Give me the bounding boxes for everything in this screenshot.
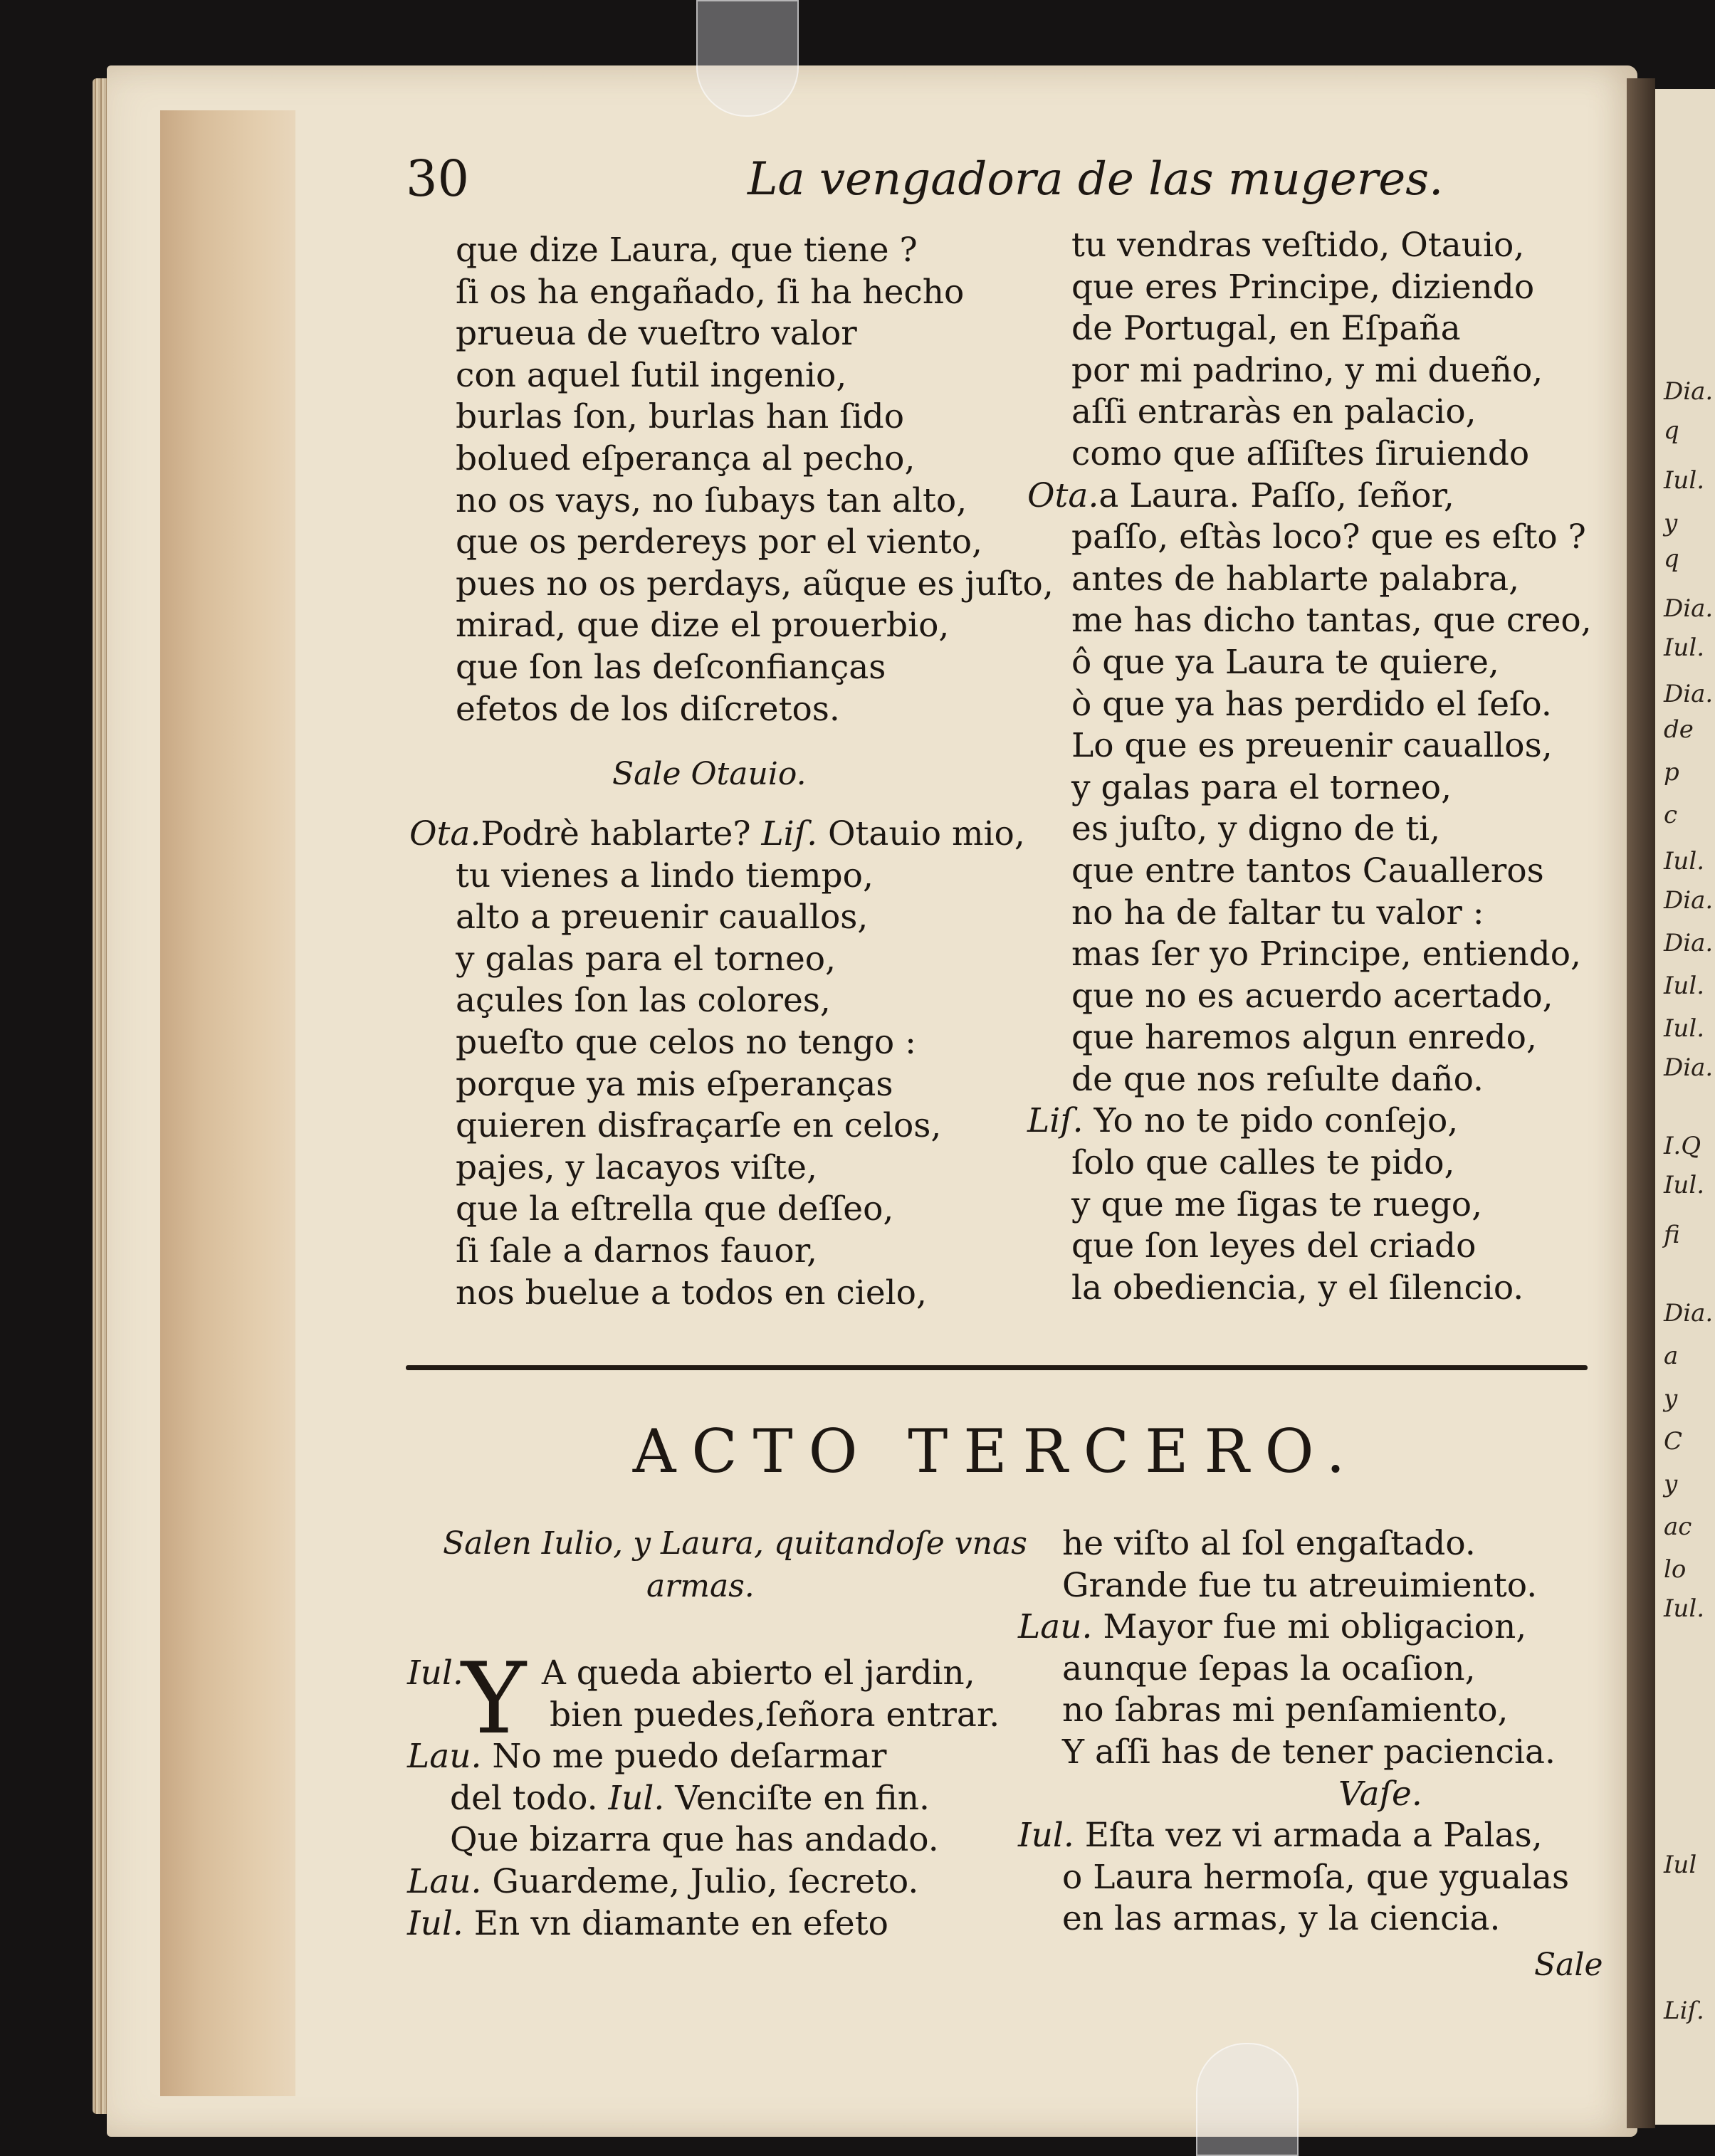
verse-text: porque ya mis eſperanças <box>456 1064 893 1104</box>
facing-page-text: Iul. <box>1664 1014 1705 1043</box>
verse-line <box>407 1695 1000 1737</box>
verse-line <box>1071 976 1592 1018</box>
facing-page-text: lo <box>1664 1555 1687 1584</box>
facing-page-text: Liſ. <box>1664 1997 1704 2025</box>
verse-text: me has dicho tantas, que creo, <box>1071 601 1592 641</box>
verse-text: tu vienes a lindo tiempo, <box>456 856 874 895</box>
verse-column-left-top <box>456 230 1054 730</box>
verse-text: paſſo, eſtàs loco? que es eſto ? <box>1071 517 1586 557</box>
verse-column-right-act3 <box>1018 1523 1569 1940</box>
facing-page-text: Dia. <box>1664 680 1714 708</box>
verse-line <box>1071 225 1592 267</box>
verse-text: en las armas, y la ciencia. <box>1062 1899 1501 1939</box>
speaker-label: Lau. <box>407 1861 482 1901</box>
page-clip-top <box>696 0 799 117</box>
verse-line <box>1071 517 1592 559</box>
verse-text: a Laura. <box>1098 475 1251 515</box>
verse-line <box>409 1231 1025 1273</box>
verse-text: ô que ya Laura te quiere, <box>1071 642 1499 682</box>
verse-line <box>1071 391 1592 433</box>
facing-page-text: a <box>1664 1342 1679 1370</box>
facing-page-text: I.Q <box>1664 1132 1701 1160</box>
verse-text: Que bizarra que has andado. <box>450 1820 939 1860</box>
verse-line <box>409 1147 1025 1189</box>
facing-page-text: Dia. <box>1664 1299 1714 1327</box>
verse-text: ſi ſale a darnos fauor, <box>456 1231 817 1271</box>
verse-line <box>409 1022 1025 1064</box>
verse-text: que ſon leyes del criado <box>1071 1226 1477 1266</box>
stage-direction-salen-line2: armas. <box>646 1568 755 1604</box>
verse-line <box>409 939 1025 981</box>
verse-line <box>1071 1184 1592 1226</box>
verse-line: bolued eſperança al pecho, <box>456 438 916 478</box>
facing-page-text: de <box>1664 715 1694 744</box>
facing-page-text: q <box>1664 545 1679 573</box>
verse-line <box>409 814 1025 856</box>
verse-text: la obediencia, y el ſilencio. <box>1071 1268 1524 1308</box>
verse-text: nos buelue a todos en cielo, <box>456 1273 927 1313</box>
verse-text: Guardeme, Julio, ſecreto. <box>481 1861 919 1901</box>
verse-line: efetos de los diſcretos. <box>456 689 840 729</box>
speaker-label: Iul. <box>407 1903 463 1943</box>
verse-line <box>1071 350 1592 392</box>
verse-line <box>407 1736 1000 1778</box>
verse-line: con aquel ſutil ingenio, <box>456 355 847 395</box>
verse-text: alto a preuenir cauallos, <box>456 898 869 937</box>
page-number: 30 <box>406 149 470 208</box>
verse-line: pues no os perdays, aũque es juſto, <box>456 564 1054 604</box>
facing-page-text: q <box>1664 416 1679 445</box>
speaker-label: Iul. <box>608 1778 665 1818</box>
verse-text: es juſto, y digno de ti, <box>1071 809 1441 849</box>
verse-text: por mi padrino, y mi dueño, <box>1071 350 1543 390</box>
speaker-label: Iul. <box>407 1653 463 1693</box>
facing-page-text: Iul. <box>1664 633 1705 662</box>
verse-text: Venciſte en fin. <box>664 1778 930 1818</box>
facing-page-text: y <box>1664 1470 1678 1498</box>
facing-page-text: fi <box>1664 1221 1680 1249</box>
verse-text: pajes, y lacayos viſte, <box>456 1147 817 1187</box>
stage-direction-salen-line1: Salen Iulio, y Laura, quitandoſe vnas <box>443 1525 1027 1562</box>
verse-line <box>407 1819 1000 1861</box>
verse-text: de Portugal, en Eſpaña <box>1071 309 1461 349</box>
running-title: La vengadora de las mugeres. <box>748 153 1444 206</box>
verse-text: Paſſo, ſeñor, <box>1250 475 1454 515</box>
speaker-label: Lau. <box>407 1737 482 1777</box>
facing-page-text: Dia. <box>1664 1053 1714 1082</box>
verse-line <box>409 1273 1025 1315</box>
verse-text: Otauio mio, <box>817 814 1025 853</box>
facing-page-text: Dia. <box>1664 594 1714 623</box>
act-title: ACTO TERCERO. <box>632 1416 1361 1486</box>
verse-line <box>407 1861 1000 1903</box>
verse-text: no ha de faltar tu valor : <box>1071 893 1484 932</box>
verse-text: y que me ſigas te ruego, <box>1071 1184 1483 1224</box>
verse-line <box>409 1105 1025 1147</box>
facing-page-text: Dia. <box>1664 886 1714 915</box>
verse-text: que no es acuerdo acertado, <box>1071 976 1553 1016</box>
verse-line <box>1071 725 1592 767</box>
verse-text: del todo. <box>450 1778 609 1818</box>
verse-text: aſſi entraràs en palacio, <box>1071 392 1477 432</box>
verse-text: y galas para el torneo, <box>1071 767 1452 807</box>
verse-text: como que aſſiſtes ſiruiendo <box>1071 433 1530 473</box>
verse-text: Grande fue tu atreuimiento. <box>1062 1565 1538 1605</box>
verse-text: o Laura hermoſa, que ygualas <box>1062 1857 1570 1897</box>
facing-page-text: Iul. <box>1664 1594 1705 1623</box>
facing-page-text: c <box>1664 801 1678 829</box>
verse-line <box>1071 809 1592 851</box>
verse-line <box>1018 1815 1569 1857</box>
verse-text: mas ſer yo Principe, entiendo, <box>1071 935 1581 974</box>
facing-page-text: Dia. <box>1664 929 1714 957</box>
verse-text: Lo que es preuenir cauallos, <box>1071 726 1553 766</box>
facing-page-text: ac <box>1664 1513 1692 1541</box>
verse-line <box>1018 1857 1569 1899</box>
verse-line <box>1071 600 1592 642</box>
verse-text: ſolo que calles te pido, <box>1071 1143 1455 1183</box>
facing-page-text: Iul <box>1664 1851 1697 1879</box>
facing-page-text: Iul. <box>1664 1171 1705 1199</box>
verse-line <box>1071 308 1592 350</box>
verse-text: Y aſſi has de tener paciencia. <box>1062 1732 1556 1772</box>
facing-page-text: p <box>1664 758 1679 787</box>
verse-line <box>407 1778 1000 1820</box>
facing-page-text: y <box>1664 1384 1678 1413</box>
speaker-label: Liſ. <box>761 814 818 853</box>
verse-text: no ſabras mi penſamiento, <box>1062 1690 1509 1730</box>
book-spine <box>1627 78 1655 2128</box>
verse-line <box>1018 1898 1569 1940</box>
verse-text: y galas para el torneo, <box>456 939 836 979</box>
verse-line <box>1027 1100 1592 1142</box>
verse-column-left-act3 <box>407 1653 1000 1945</box>
verse-line <box>1027 475 1592 517</box>
verse-line <box>1071 851 1592 893</box>
verse-text: No me puedo deſarmar <box>481 1737 887 1777</box>
verse-line <box>407 1903 1000 1945</box>
verse-column-left-bottom <box>409 814 1025 1314</box>
verse-line <box>1071 684 1592 726</box>
verse-line <box>409 980 1025 1022</box>
facing-page-text: y <box>1664 509 1678 537</box>
speaker-label: Lau. <box>1018 1607 1093 1647</box>
verse-line <box>1071 433 1592 475</box>
verse-line: burlas ſon, burlas han ſido <box>456 397 905 437</box>
verse-line <box>1071 1142 1592 1184</box>
verse-text: Eſta vez vi armada a Palas, <box>1074 1816 1543 1856</box>
verse-text: que la eſtrella que deſſeo, <box>456 1189 894 1229</box>
verse-line: mirad, que dize el prouerbio, <box>456 606 950 646</box>
verse-column-right-top <box>1027 225 1592 1309</box>
verse-line: prueua de vueſtro valor <box>456 314 857 354</box>
stage-direction: Vaſe. <box>1338 1774 1422 1814</box>
facing-page-fragment <box>1655 89 1715 2125</box>
verse-line <box>407 1653 1000 1695</box>
verse-line: no os vays, no ſubays tan alto, <box>456 480 967 520</box>
verse-line <box>1018 1774 1569 1816</box>
verse-text: aunque ſepas la ocaſion, <box>1062 1648 1476 1688</box>
verse-line <box>1071 1059 1592 1101</box>
verse-text: de que nos reſulte daño. <box>1071 1059 1484 1099</box>
verse-text: que eres Principe, diziendo <box>1071 267 1535 307</box>
verse-text: quieren disfraçarſe en celos, <box>456 1106 942 1146</box>
verse-line: que dize Laura, que tiene ? <box>456 231 918 270</box>
catchword: Sale <box>1534 1947 1603 1983</box>
verse-line <box>1071 934 1592 976</box>
facing-page-text: Dia. <box>1664 377 1714 406</box>
verse-text: pueſto que celos no tengo : <box>456 1022 916 1062</box>
verse-text: que entre tantos Caualleros <box>1071 851 1544 890</box>
verse-line <box>1018 1648 1569 1690</box>
verse-line: ſi os ha engañado, ſi ha hecho <box>456 272 965 312</box>
verse-line <box>1071 1226 1592 1268</box>
drop-cap: Y <box>461 1641 527 1756</box>
facing-page-text: Iul. <box>1664 972 1705 1000</box>
verse-text: En vn diamante en efeto <box>463 1903 888 1943</box>
facing-page-text: C <box>1664 1427 1683 1456</box>
verse-line <box>1071 893 1592 935</box>
verse-text: tu vendras veſtido, Otauio, <box>1071 226 1525 265</box>
verse-line <box>1018 1690 1569 1732</box>
verse-text: ò que ya has perdido el ſeſo. <box>1071 684 1552 724</box>
page-clip-bottom <box>1196 2043 1299 2156</box>
speaker-label: Iul. <box>1018 1816 1074 1856</box>
facing-page-text: Iul. <box>1664 466 1705 495</box>
verse-text: Podrè hablarte? <box>481 814 762 853</box>
act-divider-rule <box>406 1365 1588 1370</box>
verse-line <box>409 1189 1025 1231</box>
verse-text: bien puedes,ſeñora entrar. <box>550 1695 1000 1735</box>
verse-text: he viſto al ſol engaſtado. <box>1062 1524 1476 1563</box>
verse-text: antes de hablarte palabra, <box>1071 559 1520 599</box>
verse-line <box>1071 767 1592 809</box>
speaker-label: Ota. <box>1027 475 1099 515</box>
facing-page-text: Iul. <box>1664 847 1705 875</box>
verse-line: que ſon las deſconfianças <box>456 647 886 687</box>
verse-line <box>1071 267 1592 309</box>
speaker-label: Liſ. <box>1027 1101 1084 1141</box>
verse-line <box>409 1064 1025 1106</box>
verse-text: açules ſon las colores, <box>456 981 831 1021</box>
speaker-label: Ota. <box>409 814 481 853</box>
page-gutter-stain <box>160 110 295 2096</box>
verse-line <box>1018 1732 1569 1774</box>
verse-line <box>1071 1017 1592 1059</box>
verse-text: A queda abierto el jardin, <box>541 1653 975 1693</box>
verse-line <box>1071 1268 1592 1310</box>
verse-line <box>1018 1607 1569 1648</box>
verse-text: Yo no te pido conſejo, <box>1083 1101 1459 1141</box>
verse-line <box>409 856 1025 898</box>
verse-line: que os perdereys por el viento, <box>456 522 982 562</box>
verse-line <box>1071 559 1592 601</box>
verse-line <box>1018 1565 1569 1607</box>
verse-line <box>1071 642 1592 684</box>
verse-line <box>409 897 1025 939</box>
verse-line <box>1018 1523 1569 1565</box>
stage-direction-sale-otauio: Sale Otauio. <box>612 756 807 792</box>
verse-text: Mayor fue mi obligacion, <box>1092 1607 1527 1647</box>
verse-text: que haremos algun enredo, <box>1071 1018 1537 1058</box>
